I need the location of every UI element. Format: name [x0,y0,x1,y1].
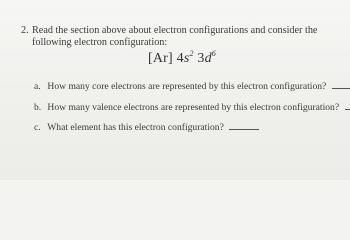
part-b [34,101,350,114]
part-a-letter: a. [34,81,41,92]
part-c-answer-blank[interactable] [229,121,259,130]
electron-configuration [148,49,216,67]
part-b-answer-blank[interactable] [345,101,350,110]
noble-gas-core: [Ar] [148,51,173,66]
part-b-text: How many valence electrons are represented by this electron configuration? [47,102,340,113]
part-a-answer-blank[interactable] [332,80,350,89]
part-c-text: What element has this electron configuration? [47,122,224,133]
config-term-3d: $3d^6$ [197,49,216,66]
part-b-letter: b. [34,102,42,113]
part-a-text: How many core electrons are represented by this electron configuration? [47,81,327,92]
part-c-letter: c. [34,122,41,133]
config-term-4s: $4s^2$ [176,49,194,66]
question-number: 2. [21,25,29,36]
part-c [34,121,259,134]
question-stem: Read the section above about electron configurations and consider the following electron configuration: [32,25,318,49]
part-a [34,80,350,93]
